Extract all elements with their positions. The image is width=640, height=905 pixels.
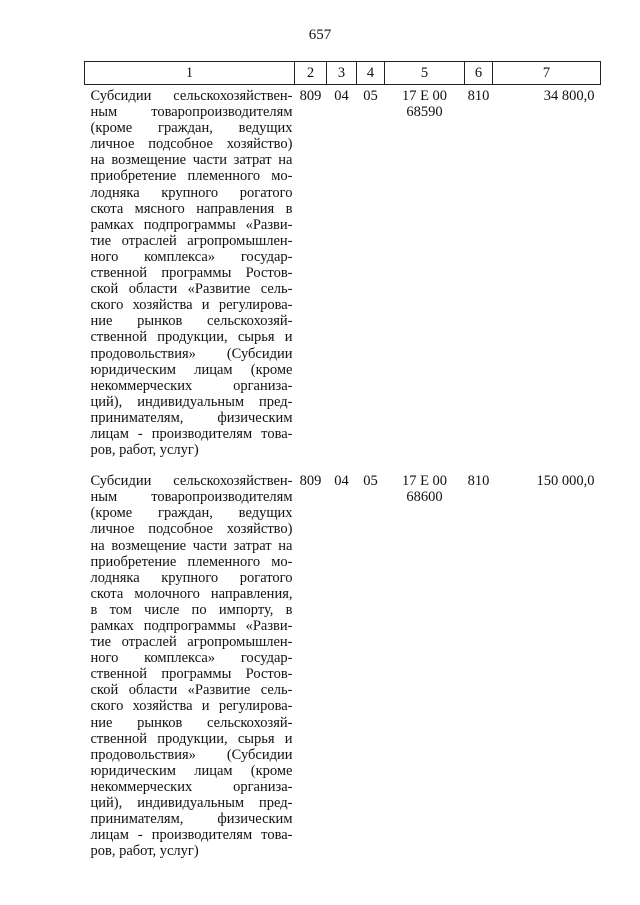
description-line: в том числе по импорту, в bbox=[90, 601, 293, 618]
amount-value: 34 800,0 bbox=[543, 88, 595, 104]
description-line: продовольствия» (Субсидии bbox=[90, 746, 293, 763]
description-line: ров, работ, услуг) bbox=[90, 843, 199, 860]
description-line: ного комплекса» государ- bbox=[90, 650, 293, 667]
section-code: 04 bbox=[334, 88, 349, 104]
description-line: ций), индивидуальным пред- bbox=[90, 393, 293, 410]
description-line: тие отраслей агропромышлен- bbox=[90, 232, 293, 249]
description-line: приобретение племенного мо- bbox=[90, 553, 293, 570]
description-line: (кроме граждан, ведущих bbox=[90, 505, 293, 522]
description-line: на возмещение части затрат на bbox=[90, 152, 293, 169]
description-line: ственной продукции, сырья и bbox=[90, 329, 293, 346]
description-line: принимателям, физическим bbox=[90, 811, 293, 828]
amount-value: 150 000,0 bbox=[536, 473, 595, 490]
description-line: принимателям, физическим bbox=[90, 409, 293, 426]
description-line: ственной программы Ростов- bbox=[90, 666, 293, 683]
description-line: ного комплекса» государ- bbox=[90, 248, 293, 265]
description-line: ров, работ, услуг) bbox=[90, 442, 199, 459]
description-line: тие отраслей агропромышлен- bbox=[90, 634, 293, 651]
page-number: 657 bbox=[308, 27, 332, 43]
table-row bbox=[85, 85, 601, 471]
ministry-code: 809 bbox=[299, 473, 322, 490]
description-line: на возмещение части затрат на bbox=[90, 537, 293, 554]
column-header: 7 bbox=[493, 62, 601, 85]
expense-type-code: 810 bbox=[467, 88, 490, 104]
row-description bbox=[85, 470, 295, 871]
budget-table bbox=[84, 61, 601, 871]
description-line: некоммерческих организа- bbox=[90, 778, 293, 795]
description-line: ние рынков сельскохозяй- bbox=[90, 714, 293, 731]
description-line: скота мясного направления в bbox=[90, 200, 293, 217]
description-line: Субсидии сельскохозяйствен- bbox=[90, 473, 293, 490]
description-line: Субсидии сельскохозяйствен- bbox=[90, 88, 293, 104]
description-line: юридическим лицам (кроме bbox=[90, 762, 293, 779]
table-header-row bbox=[85, 62, 601, 85]
description-line: ского хозяйства и регулирова- bbox=[90, 297, 293, 314]
description-line: рамках подпрограммы «Разви- bbox=[90, 618, 293, 634]
description-line: ского хозяйства и регулирова- bbox=[90, 698, 293, 715]
description-line: ным товаропроизводителям bbox=[90, 489, 293, 506]
target-article-code: 17 Е 00 68590 bbox=[401, 88, 448, 121]
subsection-code: 05 bbox=[363, 473, 378, 490]
description-line: лодняка крупного рогатого bbox=[90, 569, 293, 586]
description-line: скота молочного направления, bbox=[90, 585, 293, 602]
description-line: рамках подпрограммы «Разви- bbox=[90, 216, 293, 233]
description-line: ным товаропроизводителям bbox=[90, 104, 293, 121]
target-article-code: 17 Е 00 68600 bbox=[401, 473, 448, 506]
description-line: приобретение племенного мо- bbox=[90, 168, 293, 185]
ministry-code: 809 bbox=[299, 88, 322, 104]
description-line: личное подсобное хозяйство) bbox=[90, 136, 293, 153]
description-line: лицам - производителям това- bbox=[90, 425, 293, 442]
section-code: 04 bbox=[334, 473, 349, 490]
column-header: 3 bbox=[327, 62, 357, 85]
description-line: ственной программы Ростов- bbox=[90, 265, 293, 282]
description-line: продовольствия» (Субсидии bbox=[90, 345, 293, 362]
description-line: ской области «Развитие сель- bbox=[90, 281, 293, 298]
description-line: ций), индивидуальным пред- bbox=[90, 795, 293, 812]
description-line: некоммерческих организа- bbox=[90, 377, 293, 394]
expense-type-code: 810 bbox=[467, 473, 490, 490]
description-line: ской области «Развитие сель- bbox=[90, 682, 293, 699]
description-line: ние рынков сельскохозяй- bbox=[90, 313, 293, 330]
column-header: 5 bbox=[385, 62, 465, 85]
row-description bbox=[85, 85, 295, 471]
description-line: (кроме граждан, ведущих bbox=[90, 120, 293, 137]
description-line: ственной продукции, сырья и bbox=[90, 730, 293, 747]
description-line: личное подсобное хозяйство) bbox=[90, 521, 293, 538]
column-header: 6 bbox=[465, 62, 493, 85]
column-header: 2 bbox=[295, 62, 327, 85]
table-row bbox=[85, 470, 601, 871]
description-line: лодняка крупного рогатого bbox=[90, 184, 293, 201]
column-header: 1 bbox=[85, 62, 295, 85]
subsection-code: 05 bbox=[363, 88, 378, 104]
description-line: юридическим лицам (кроме bbox=[90, 361, 293, 378]
description-line: лицам - производителям това- bbox=[90, 827, 293, 844]
column-header: 4 bbox=[357, 62, 385, 85]
